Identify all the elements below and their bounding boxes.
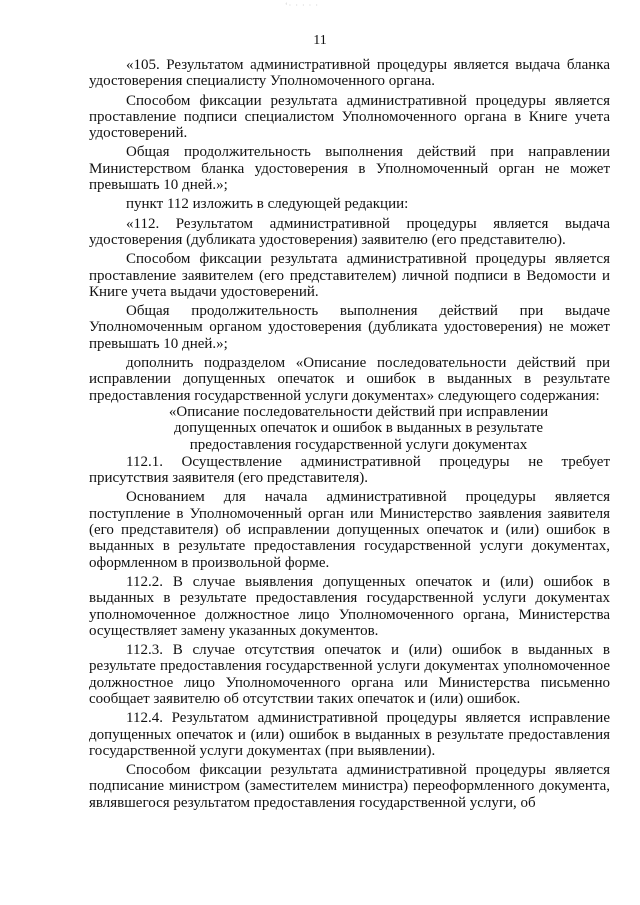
scan-artifact: ‘· · · · · xyxy=(285,1,319,10)
paragraph-112-4: 112.4. Результатом административной процедуры является исправление допущенных опечаток и (или) ошибок в выданных в результате предоставления государственной услуги документах (при выявлении). xyxy=(89,710,610,759)
paragraph-112-duration: Общая продолжительность выполнения действий при выдаче Уполномоченным органом удостоверения (дубликата удостоверения) не может превышать 10 дней.»; xyxy=(89,303,610,352)
subsection-heading xyxy=(89,404,610,453)
paragraph-105-fixation: Способом фиксации результата административной процедуры является проставление подписи специалистом Уполномоченного органа в Книге учета удостоверений. xyxy=(89,92,610,142)
page-number: 11 xyxy=(313,33,327,48)
paragraph-112-3: 112.3. В случае отсутствия опечаток и (или) ошибок в выданных в результате предоставления государственной услуги документах уполномоченное должностное лицо Уполномоченного органа или Министерства письменно сообщает заявителю об отсутствии таких опечаток и (или) ошибок. xyxy=(89,642,610,707)
paragraph-112-1: 112.1. Осуществление административной процедуры не требует присутствия заявителя (его представителя). xyxy=(89,453,610,487)
paragraph-105-duration: Общая продолжительность выполнения действий при направлении Министерством бланка удостоверения в Уполномоченный орган не может превышать 10 дней.»; xyxy=(89,144,610,194)
paragraph-instruction-112: пункт 112 изложить в следующей редакции: xyxy=(126,196,409,213)
paragraph-112-fixation: Способом фиксации результата административной процедуры является проставление заявителем (его представителем) личной подписи в Ведомости и Книге учета выдачи удостоверений. xyxy=(89,251,610,300)
paragraph-add-subsection: дополнить подразделом «Описание последовательности действий при исправлении допущенных опечаток и ошибок в выданных в результате предоставления государственной услуги документах» следующего содержания: xyxy=(89,355,610,404)
subsection-heading-line: предоставления государственной услуги документах xyxy=(189,436,528,453)
subsection-heading-line: «Описание последовательности действий при исправлении xyxy=(168,403,549,420)
subsection-heading-line: допущенных опечаток и ошибок в выданных в результате xyxy=(173,420,544,437)
paragraph-105-result: «105. Результатом административной процедуры является выдача бланка удостоверения специалисту Уполномоченного органа. xyxy=(89,57,610,90)
paragraph-112-4-fixation: Способом фиксации результата административной процедуры является подписание министром (заместителем министра) переоформленного документа, являвшегося результатом предоставления государственной услуги, об xyxy=(89,762,610,811)
paragraph-112-1-basis: Основанием для начала административной процедуры является поступление в Уполномоченный орган или Министерство заявления заявителя (его представителя) об исправлении допущенных опечаток и (или) ошибок в выданных в результате предоставления государственной услуги документах, оформленном в произвольной форме. xyxy=(89,489,610,571)
paragraph-112-2: 112.2. В случае выявления допущенных опечаток и (или) ошибок в выданных в результате предоставления государственной услуги документах уполномоченное должностное лицо Уполномоченного органа, Министерства осуществляет замену указанных документов. xyxy=(89,573,610,639)
paragraph-112-result: «112. Результатом административной процедуры является выдача удостоверения (дубликата удостоверения) заявителю (его представителю). xyxy=(89,215,610,248)
document-body xyxy=(89,57,610,814)
